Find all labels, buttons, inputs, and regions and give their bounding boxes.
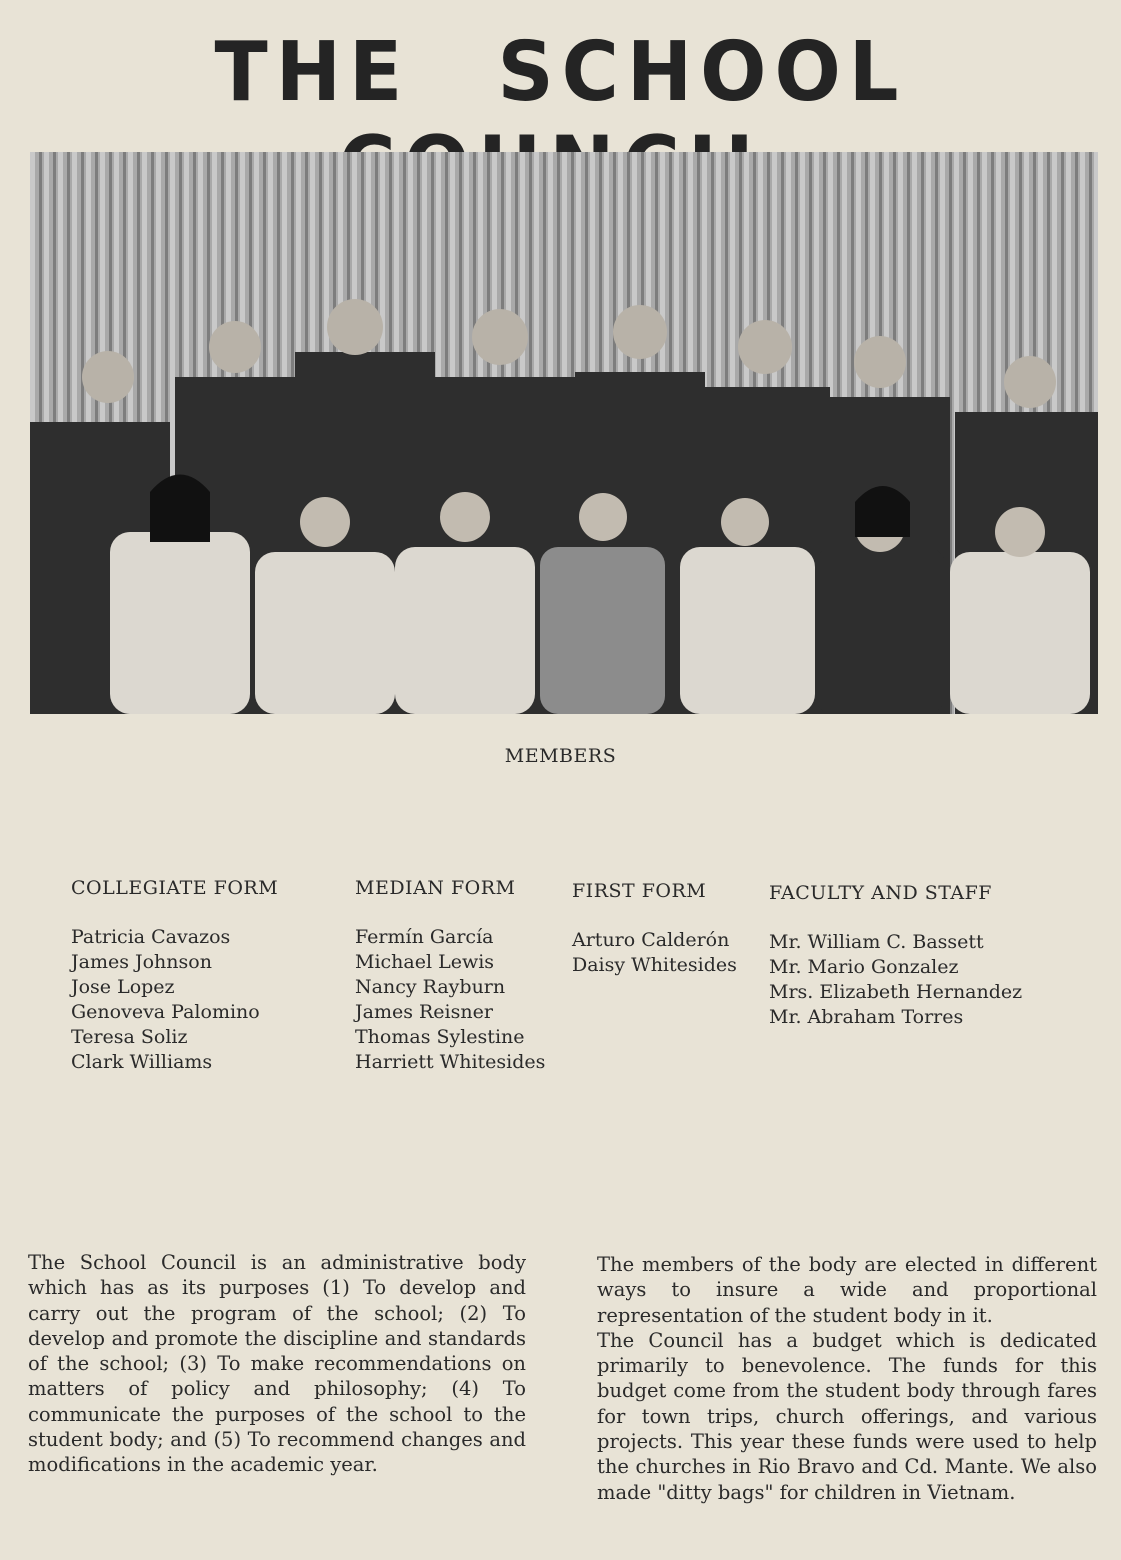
member-name: Clark Williams	[71, 1051, 213, 1073]
column-heading: FACULTY AND STAFF	[769, 882, 992, 904]
member-name: James Reisner	[355, 1001, 493, 1023]
member-name: Daisy Whitesides	[572, 954, 737, 976]
member-name: Mr. Abraham Torres	[769, 1006, 964, 1028]
page-title: THE SCHOOL	[214, 25, 907, 120]
description-left	[28, 1250, 526, 1478]
group-photo	[30, 152, 1098, 714]
median-form-column	[355, 877, 545, 1075]
collegiate-form-column	[71, 877, 278, 1075]
member-name: Arturo Calderón	[572, 929, 730, 951]
description-paragraph: The Council has a budget which is dedicated primarily to benevolence. The funds for this budget come from the student body through fares for town trips, church offerings, and various projects. This year these funds were used to help the churches in Rio Bravo and Cd. Mante. We also made "ditty bags" for children in Vietnam.	[597, 1328, 1097, 1504]
column-heading: MEDIAN FORM	[355, 877, 516, 899]
column-heading: COLLEGIATE FORM	[71, 877, 279, 899]
member-name: Michael Lewis	[355, 951, 495, 973]
faculty-staff-column	[769, 882, 1022, 1030]
first-form-column	[572, 880, 737, 978]
description-paragraph: The members of the body are elected in different ways to insure a wide and proportional representation of the student body in it.	[597, 1253, 1097, 1327]
member-name: Jose Lopez	[71, 976, 175, 998]
member-name: Fermín García	[355, 926, 494, 948]
member-name: Nancy Rayburn	[355, 976, 506, 998]
description-right	[597, 1252, 1097, 1505]
member-name: Mrs. Elizabeth Hernandez	[769, 981, 1023, 1003]
member-name: Mr. Mario Gonzalez	[769, 956, 959, 978]
member-name: Genoveva Palomino	[71, 1001, 260, 1023]
member-name: James Johnson	[71, 951, 212, 973]
member-name: Patricia Cavazos	[71, 926, 231, 948]
description-paragraph: The School Council is an administrative body which has as its purposes (1) To develop and carry out the program of the school; (2) To develop and promote the discipline and standards of the school; (3) To make recommendations on matters of policy and philosophy; (4) To communicate the purposes of the school to the student body; and (5) To recommend changes and modifications in the academic year.	[28, 1251, 526, 1477]
column-heading: FIRST FORM	[572, 880, 707, 902]
member-name: Thomas Sylestine	[355, 1026, 525, 1048]
member-name: Teresa Soliz	[71, 1026, 188, 1048]
members-heading: MEMBERS	[504, 745, 617, 767]
member-name: Harriett Whitesides	[355, 1051, 546, 1073]
member-name: Mr. William C. Bassett	[769, 931, 984, 953]
